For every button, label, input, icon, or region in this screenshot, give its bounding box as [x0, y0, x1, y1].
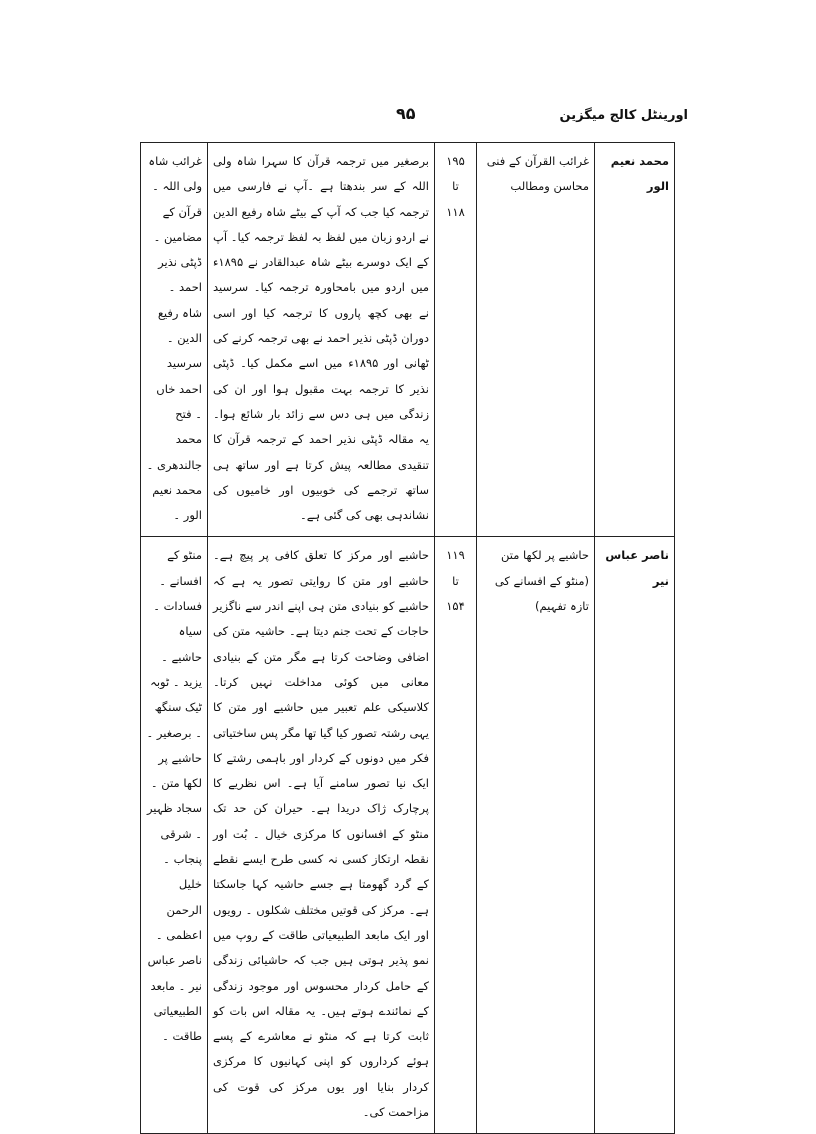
summary-cell: حاشیے اور مرکز کا تعلق کافی پر پیچ ہے۔ حاشیے اور متن کا روایتی تصور یہ ہے کہ حاشیے کو بنیادی متن ہی اپنے اندر سے ناگزیر حاجات کے تحت جنم دیتا ہے۔ حاشیہ متن کی اضافی وضاحت کرتا ہے مگر متن کے بنیادی معانی میں کوئی مداخلت نہیں کرتا۔ کلاسیکی علم تعبیر میں حاشیے اور متن کا یہی رشتہ تصور کیا گیا تھا مگر پس ساختیاتی فکر میں دونوں کے کردار اور باہمی رشتے کا ایک نیا تصور سامنے آیا ہے۔ اس نظریے کا پرچارک ژاک دریدا ہے۔ حیران کن حد تک منٹو کے افسانوں کا مرکزی خیال ۔ بُت اور نقطہ ارتکاز کسی نہ کسی طرح ایسے نقطے کے گرد گھومتا ہے جسے حاشیہ کہا جاسکتا ہے۔ مرکز کی قوتیں مختلف شکلوں ۔ رویوں اور ایک مابعد الطبیعیاتی طاقت کے روپ میں نمو پذیر ہوتی ہیں جب کہ حاشیائی زندگی کے حامل کردار محسوس اور موجود زندگی کے نمائندے ہوتے ہیں۔ یہ مقالہ اس بات کو ثابت کرتا ہے کہ منٹو نے معاشرے کے پسے ہوئے کرداروں کو اپنی کہانیوں کا مرکزی کردار بنایا اور یوں مرکز کی قوت کی مزاحمت کی۔	[208, 537, 435, 1134]
table-row	[141, 537, 675, 1134]
page-header	[0, 104, 816, 134]
author-cell: محمد نعیم الور	[595, 143, 675, 537]
title-cell: غرائب القرآن کے فنی محاسن ومطالب	[477, 143, 595, 537]
pages-cell	[435, 143, 477, 537]
page-number: ۹۵	[396, 104, 416, 123]
journal-title: اورینٹل کالج میگزین	[559, 108, 688, 123]
page-to: ۱۵۴	[446, 599, 465, 614]
index-table	[140, 142, 675, 1134]
page-separator: تا	[452, 573, 459, 588]
page-separator: تا	[452, 179, 459, 194]
page-from: ۱۹۵	[446, 154, 465, 168]
title-cell: حاشیے پر لکھا متن (منٹو کے افسانے کی تازہ تفہیم)	[477, 537, 595, 1134]
author-cell: ناصر عباس نیر	[595, 537, 675, 1134]
page-from: ۱۱۹	[446, 548, 465, 563]
keywords-cell: غرائب شاہ ولی اللہ ۔ قرآن کے مضامین ۔ ڈپٹی نذیر احمد ۔ شاہ رفیع الدین ۔ سرسید احمد خاں ۔ فتح محمد جالندھری ۔ محمد نعیم الور ۔	[141, 143, 208, 537]
summary-cell: برصغیر میں ترجمہ قرآن کا سہرا شاہ ولی اللہ کے سر بندھتا ہے ۔آپ نے فارسی میں ترجمہ کیا جب کہ آپ کے بیٹے شاہ رفیع الدین نے اردو زبان میں لفظ بہ لفظ ترجمہ کیا۔ آپ کے ایک دوسرے بیٹے شاہ عبدالقادر نے ۱۸۹۵ء میں اردو میں بامحاورہ ترجمہ کیا۔ سرسید نے بھی کچھ پاروں کا ترجمہ کیا اور اسی دوران ڈپٹی نذیر احمد نے بھی ترجمہ کرنے کی ٹھانی اور ۱۸۹۵ء میں اسے مکمل کیا۔ ڈپٹی نذیر کا ترجمہ بہت مقبول ہوا اور ان کی زندگی میں ہی دس سے زائد بار شائع ہوا۔ یہ مقالہ ڈپٹی نذیر احمد کے ترجمہ قرآن کا تنقیدی مطالعہ پیش کرتا ہے اور ساتھ ہی ساتھ ترجمے کی خوبیوں اور خامیوں کی نشاندہی بھی کی گئی ہے۔	[208, 143, 435, 537]
page-to: ۱۱۸	[446, 204, 465, 219]
table-row	[141, 143, 675, 537]
keywords-cell: منٹو کے افسانے ۔ فسادات ۔ سیاہ حاشیے ۔ یزید ۔ ٹوبہ ٹیک سنگھ ۔ برصغیر ۔ حاشیے پر لکھا متن ۔ سجاد ظہیر ۔ شرقی پنجاب ۔ خلیل الرحمن اعظمی ۔ ناصر عباس نیر ۔ مابعد الطبیعیاتی طاقت ۔	[141, 537, 208, 1134]
pages-cell	[435, 537, 477, 1134]
